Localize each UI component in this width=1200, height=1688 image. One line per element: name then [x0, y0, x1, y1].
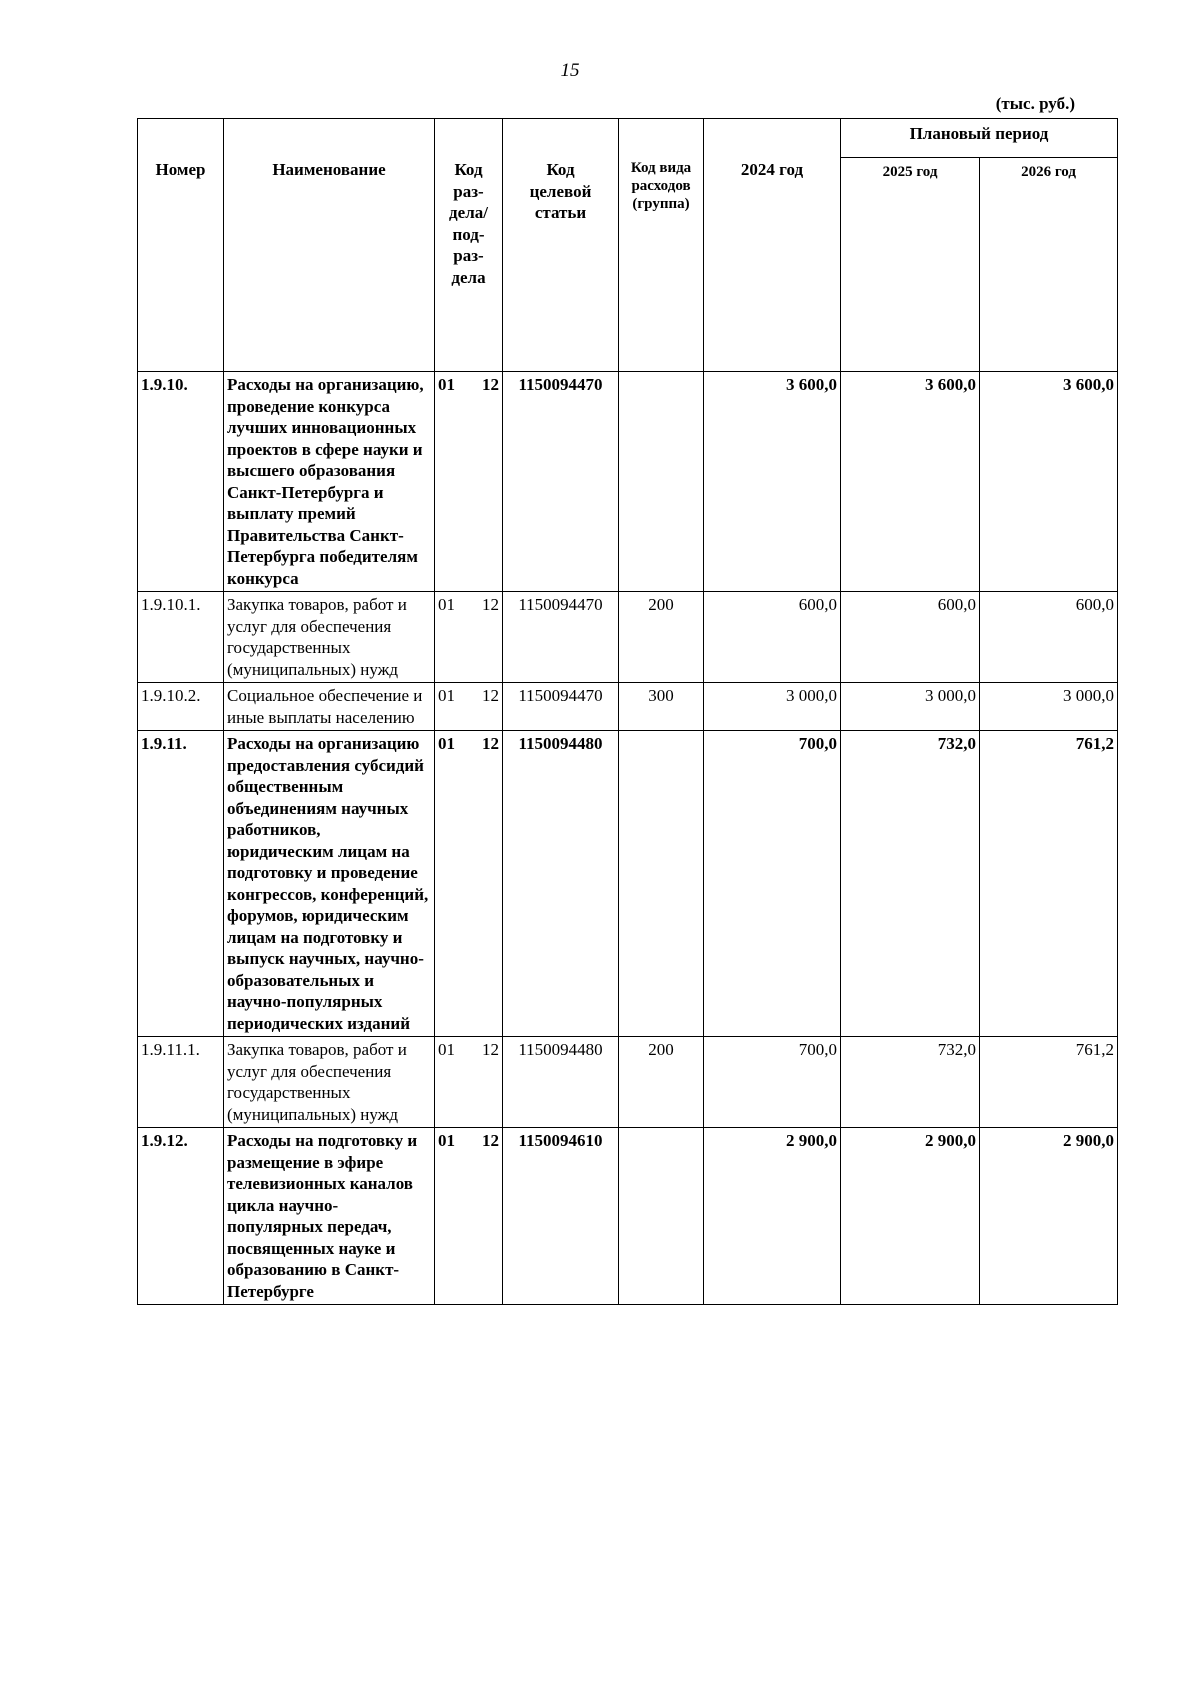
row-amount-2026: 761,2: [980, 1037, 1118, 1128]
row-amount-2026: 3 000,0: [980, 683, 1118, 731]
table-row: [138, 731, 1118, 1037]
row-target-code: 1150094610: [503, 1128, 619, 1305]
row-amount-2025: 732,0: [841, 731, 980, 1037]
row-name: Закупка товаров, работ и услуг для обеспечения государственных (муниципальных) нужд: [224, 592, 435, 683]
row-amount-2026: 600,0: [980, 592, 1118, 683]
budget-table: [137, 118, 1118, 1305]
table-row: [138, 592, 1118, 683]
row-number: 1.9.12.: [138, 1128, 224, 1305]
col-header-expense-group: Код вида расходов (группа): [619, 119, 704, 372]
row-amount-2025: 3 600,0: [841, 372, 980, 592]
col-header-name: Наименование: [224, 119, 435, 372]
row-target-code: 1150094470: [503, 592, 619, 683]
row-amount-2025: 600,0: [841, 592, 980, 683]
table-row: [138, 1037, 1118, 1128]
col-header-section: Код раз- дела/ под- раз- дела: [435, 119, 503, 372]
col-header-target: Код целевой статьи: [503, 119, 619, 372]
table-row: [138, 683, 1118, 731]
col-header-2025: 2025 год: [841, 158, 980, 372]
row-section-code: [435, 372, 503, 592]
row-section-code: [435, 1037, 503, 1128]
row-target-code: 1150094470: [503, 372, 619, 592]
section-code: 01: [438, 686, 455, 705]
table-row: [138, 372, 1118, 592]
row-amount-2026: 761,2: [980, 731, 1118, 1037]
row-expense-group: [619, 372, 704, 592]
row-name: Социальное обеспечение и иные выплаты населению: [224, 683, 435, 731]
col-header-number: Номер: [138, 119, 224, 372]
row-target-code: 1150094480: [503, 731, 619, 1037]
row-amount-2024: 600,0: [704, 592, 841, 683]
section-code: 01: [438, 734, 455, 753]
row-expense-group: 200: [619, 592, 704, 683]
row-amount-2026: 3 600,0: [980, 372, 1118, 592]
row-amount-2024: 2 900,0: [704, 1128, 841, 1305]
row-number: 1.9.11.1.: [138, 1037, 224, 1128]
row-number: 1.9.10.2.: [138, 683, 224, 731]
row-target-code: 1150094470: [503, 683, 619, 731]
row-section-code: [435, 731, 503, 1037]
row-section-code: [435, 683, 503, 731]
row-amount-2025: 3 000,0: [841, 683, 980, 731]
row-amount-2024: 3 000,0: [704, 683, 841, 731]
row-name: Расходы на подготовку и размещение в эфире телевизионных каналов цикла научно-популярных передач, посвященных науке и образованию в Санкт-Петербурге: [224, 1128, 435, 1305]
row-amount-2024: 700,0: [704, 731, 841, 1037]
row-amount-2025: 2 900,0: [841, 1128, 980, 1305]
subsection-code: 12: [482, 595, 499, 614]
col-header-plan: Плановый период: [841, 119, 1118, 158]
col-header-2024: 2024 год: [704, 119, 841, 372]
row-name: Закупка товаров, работ и услуг для обеспечения государственных (муниципальных) нужд: [224, 1037, 435, 1128]
row-name: Расходы на организацию, проведение конкурса лучших инновационных проектов в сфере науки и высшего образования Санкт-Петербурга и выплату премий Правительства Санкт-Петербурга победителям конкурса: [224, 372, 435, 592]
row-amount-2024: 700,0: [704, 1037, 841, 1128]
row-expense-group: [619, 1128, 704, 1305]
row-amount-2025: 732,0: [841, 1037, 980, 1128]
table-body: [138, 372, 1118, 1305]
col-header-2026: 2026 год: [980, 158, 1118, 372]
row-expense-group: 200: [619, 1037, 704, 1128]
section-code: 01: [438, 1131, 455, 1150]
section-code: 01: [438, 1040, 455, 1059]
subsection-code: 12: [482, 686, 499, 705]
row-target-code: 1150094480: [503, 1037, 619, 1128]
row-section-code: [435, 1128, 503, 1305]
row-name: Расходы на организацию предоставления субсидий общественным объединениям научных работников, юридическим лицам на подготовку и проведение конгрессов, конференций, форумов, юридическим лицам на подготовку и выпуск научных, научно-образовательных и научно-популярных периодических изданий: [224, 731, 435, 1037]
row-expense-group: [619, 731, 704, 1037]
subsection-code: 12: [482, 1040, 499, 1059]
row-section-code: [435, 592, 503, 683]
section-code: 01: [438, 595, 455, 614]
row-number: 1.9.11.: [138, 731, 224, 1037]
subsection-code: 12: [482, 1131, 499, 1150]
subsection-code: 12: [482, 734, 499, 753]
units-label: (тыс. руб.): [995, 94, 1075, 113]
table-row: [138, 1128, 1118, 1305]
subsection-code: 12: [482, 375, 499, 394]
row-number: 1.9.10.1.: [138, 592, 224, 683]
header-row: [138, 119, 1118, 158]
section-code: 01: [438, 375, 455, 394]
row-expense-group: 300: [619, 683, 704, 731]
page-number: 15: [560, 60, 580, 81]
row-amount-2024: 3 600,0: [704, 372, 841, 592]
row-amount-2026: 2 900,0: [980, 1128, 1118, 1305]
row-number: 1.9.10.: [138, 372, 224, 592]
